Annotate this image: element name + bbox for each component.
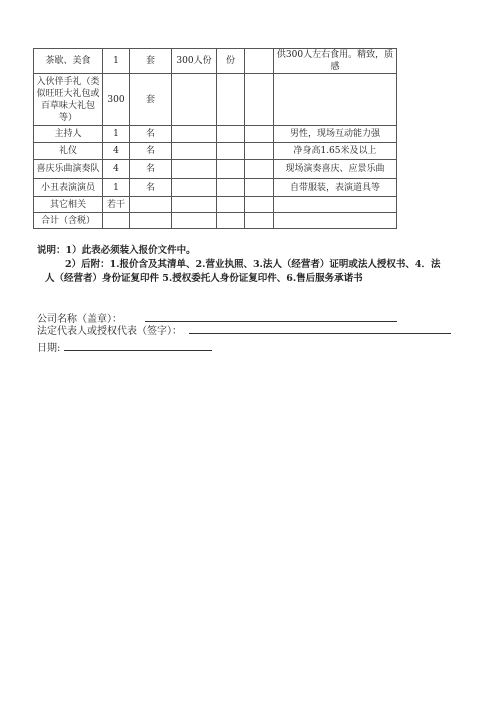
cell-unit: 套 [130,49,172,74]
cell-note [274,74,397,126]
cell-name: 主持人 [34,126,103,143]
cell-qty: 300 [103,74,130,126]
cell-note: 男性，现场互动能力强 [274,126,397,143]
cell-name: 礼仪 [34,143,103,160]
cell-unit: 名 [130,160,172,179]
table-row [34,197,397,213]
quote-table [33,48,397,229]
note-line-1: 说明：1）此表必须装入报价文件中。 [37,245,196,256]
cell-c5: 份 [217,49,245,74]
cell-unit: 名 [130,179,172,197]
cell-c5 [217,213,245,229]
date-label: 日期: [37,343,61,354]
table-row [34,126,397,143]
cell-c6 [245,74,274,126]
cell-qty: 若干 [103,197,130,213]
cell-note [274,213,397,229]
cell-price [172,74,217,126]
table-row [34,143,397,160]
cell-name: 茶歇、美食 [34,49,103,74]
cell-unit: 名 [130,126,172,143]
cell-c5 [217,74,245,126]
cell-c6 [245,197,274,213]
cell-price [172,143,217,160]
cell-note: 净身高1.65米及以上 [274,143,397,160]
cell-qty [103,213,130,229]
table-row [34,160,397,179]
cell-unit: 套 [130,74,172,126]
cell-c6 [245,126,274,143]
note-line-2: 2）后附：1.报价含及其清单、2.营业执照、3.法人（经营者）证明或法人授权书、4．法 [65,259,441,270]
cell-qty: 4 [103,143,130,160]
cell-unit: 名 [130,143,172,160]
cell-c6 [245,213,274,229]
cell-unit [130,197,172,213]
table-row [34,49,397,74]
cell-c6 [245,160,274,179]
cell-c5 [217,143,245,160]
cell-note: 自带服装，表演道具等 [274,179,397,197]
cell-c5 [217,179,245,197]
company-name-label: 公司名称（盖章）： [37,314,122,325]
cell-c6 [245,49,274,74]
cell-price [172,160,217,179]
cell-price [172,213,217,229]
cell-c5 [217,160,245,179]
cell-note: 供300人左右食用。精致，质感 [274,49,397,74]
table-row [34,213,397,229]
company-name-line[interactable] [145,311,397,322]
cell-price [172,126,217,143]
representative-signature-line[interactable] [189,323,451,334]
cell-note: 现场演奏喜庆、应景乐曲 [274,160,397,179]
note-line-3: 人（经营者）身份证复印件 5.授权委托人身份证复印件、6.售后服务承诺书 [45,273,363,284]
cell-qty: 1 [103,179,130,197]
cell-name: 喜庆乐曲演奏队 [34,160,103,179]
table-row [34,74,397,126]
table-row [34,179,397,197]
date-line[interactable] [64,340,212,351]
cell-price: 300人份 [172,49,217,74]
cell-name: 其它相关 [34,197,103,213]
cell-c6 [245,143,274,160]
cell-name: 小丑表演演员 [34,179,103,197]
cell-c6 [245,179,274,197]
cell-name: 入伙伴手礼（类似旺旺大礼包或百草味大礼包等） [34,74,103,126]
cell-c5 [217,197,245,213]
date-row [37,340,212,355]
cell-unit [130,213,172,229]
cell-qty: 1 [103,126,130,143]
representative-label: 法定代表人或授权代表（签字）： [37,326,182,337]
cell-price [172,179,217,197]
cell-price [172,197,217,213]
cell-note [274,197,397,213]
cell-qty: 1 [103,49,130,74]
cell-c5 [217,126,245,143]
notes-section [37,244,477,286]
representative-row [37,323,451,338]
cell-qty: 4 [103,160,130,179]
cell-name: 合计（含税） [34,213,103,229]
